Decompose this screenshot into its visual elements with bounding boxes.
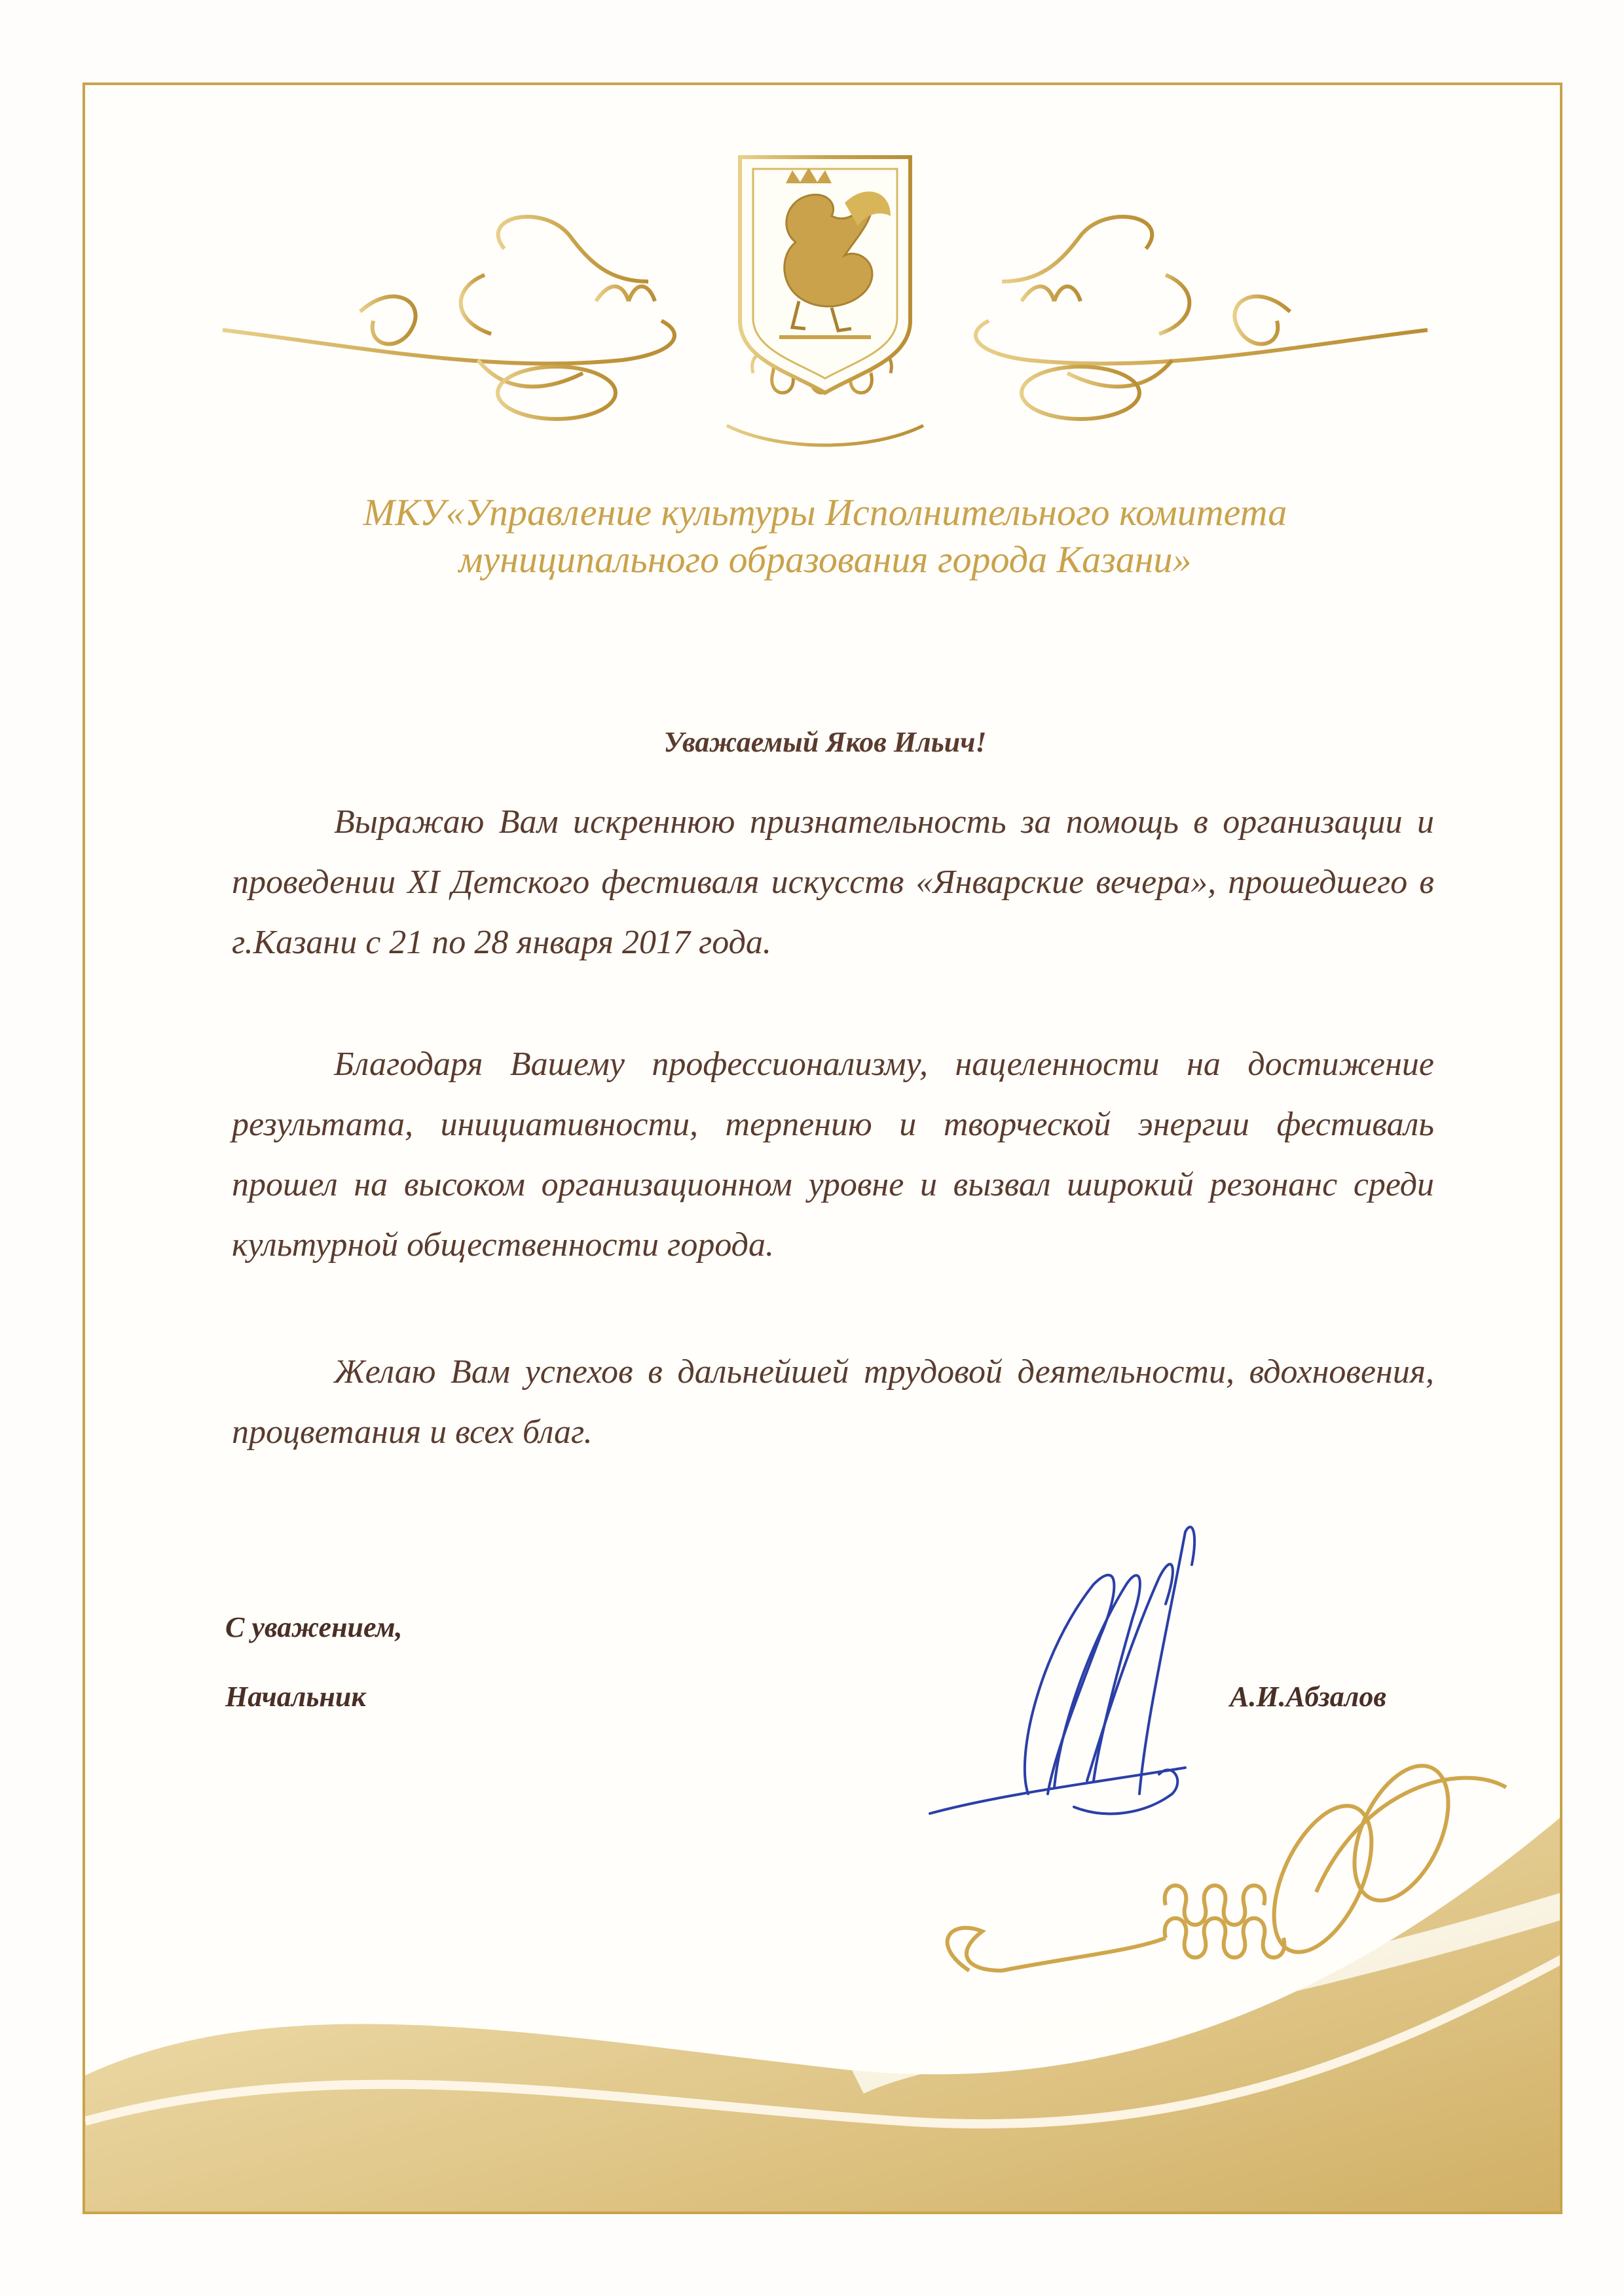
signer-position: Начальник <box>225 1681 366 1713</box>
handwritten-signature-icon <box>923 1506 1264 1846</box>
letter-paragraph-2: Благодаря Вашему профессионализму, нацеленности на достижение результата, инициативности, терпению и творческой энергии фестиваль прошел на высоком организационном уровне и вызвал широкий резонанс среди культурной общественности города. <box>232 1046 1434 1264</box>
organization-name-line-2: муниципального образования города Казани» <box>458 538 1192 581</box>
letter-paragraph-3: Желаю Вам успехов в дальнейшей трудовой деятельности, вдохновения, процветания и всех благ. <box>232 1353 1434 1451</box>
signer-name: А.И.Абзалов <box>1230 1681 1387 1713</box>
letter-paragraph-1: Выражаю Вам искреннюю признательность за помощь в организации и проведении XI Детского фестиваля искусств «Январские вечера», прошедшего в г.Казани с 21 по 28 января 2017 года. <box>232 803 1434 961</box>
kazan-coat-of-arms-icon <box>740 157 910 393</box>
page-border-frame <box>83 82 1562 2214</box>
closing-regards: С уважением, <box>225 1611 403 1643</box>
emblem-curls-icon <box>727 354 923 445</box>
letter-greeting: Уважаемый Яков Ильич! <box>663 726 987 758</box>
organization-name-line-1: МКУ«Управление культуры Исполнительного комитета <box>363 491 1287 534</box>
top-right-flourish-icon <box>976 217 1428 419</box>
top-left-flourish-icon <box>223 217 674 419</box>
bottom-gold-swoosh-icon <box>85 1813 1562 2214</box>
